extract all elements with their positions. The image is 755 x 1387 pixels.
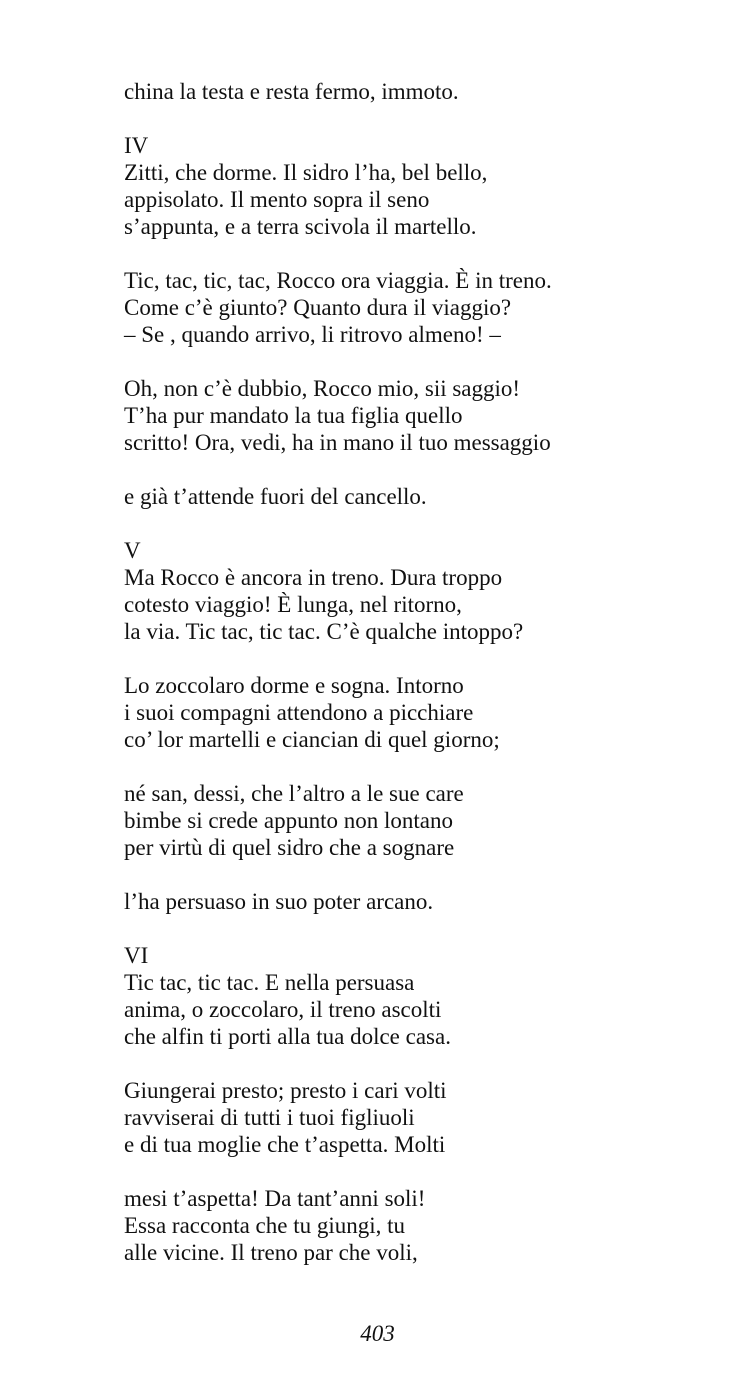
stanza-gap bbox=[124, 1050, 724, 1077]
poem-line: i suoi compagni attendono a picchiare bbox=[124, 700, 474, 725]
poem-line: cotesto viaggio! È lunga, nel ritorno, bbox=[124, 592, 462, 617]
poem-body bbox=[124, 78, 724, 1266]
stanza bbox=[124, 672, 724, 753]
stanza-gap bbox=[124, 753, 724, 780]
poem-line: co’ lor martelli e ciancian di quel giorno; bbox=[124, 727, 500, 752]
poem-line: Essa racconta che tu giungi, tu bbox=[124, 1213, 406, 1238]
poem-line: né san, dessi, che l’altro a le sue care bbox=[124, 781, 464, 806]
poem-line: e già t’attende fuori del cancello. bbox=[124, 484, 427, 509]
page-number: 403 bbox=[360, 1321, 395, 1346]
poem-line: e di tua moglie che t’aspetta. Molti bbox=[124, 1132, 446, 1157]
poem-line: china la testa e resta fermo, immoto. bbox=[124, 79, 459, 104]
stanza bbox=[124, 267, 724, 348]
poem-line: – Se , quando arrivo, li ritrovo almeno! – bbox=[124, 322, 501, 347]
stanza-gap bbox=[124, 861, 724, 888]
poem-line: Tic tac, tic tac. E nella persuasa bbox=[124, 970, 415, 995]
stanza-gap bbox=[124, 915, 724, 942]
stanza-gap bbox=[124, 510, 724, 537]
poem-line: alle vicine. Il treno par che voli, bbox=[124, 1240, 418, 1265]
poem-section bbox=[124, 132, 724, 510]
stanza-gap bbox=[124, 105, 724, 132]
poem-line: anima, o zoccolaro, il treno ascolti bbox=[124, 997, 442, 1022]
stanza-gap bbox=[124, 456, 724, 483]
poem-line: che alfin ti porti alla tua dolce casa. bbox=[124, 1024, 451, 1049]
stanza bbox=[124, 1077, 724, 1158]
stanza bbox=[124, 483, 724, 510]
stanza bbox=[124, 564, 724, 645]
poem-line: scritto! Ora, vedi, ha in mano il tuo messaggio bbox=[124, 430, 551, 455]
poem-line: Tic, tac, tic, tac, Rocco ora viaggia. È in treno. bbox=[124, 268, 552, 293]
poem-line: Oh, non c’è dubbio, Rocco mio, sii saggio! bbox=[124, 376, 521, 401]
poem-line: mesi t’aspetta! Da tant’anni soli! bbox=[124, 1186, 426, 1211]
poem-line: Come c’è giunto? Quanto dura il viaggio? bbox=[124, 295, 512, 320]
stanza bbox=[124, 969, 724, 1050]
section-numeral: VI bbox=[124, 943, 149, 968]
poem-line: la via. Tic tac, tic tac. C’è qualche intoppo? bbox=[124, 619, 524, 644]
poem-line: ravviserai di tutti i tuoi figliuoli bbox=[124, 1105, 415, 1130]
stanza-gap bbox=[124, 1158, 724, 1185]
stanza bbox=[124, 888, 724, 915]
poem-line: Ma Rocco è ancora in treno. Dura troppo bbox=[124, 565, 503, 590]
poem-line: appisolato. Il mento sopra il seno bbox=[124, 187, 430, 212]
section-numeral: V bbox=[124, 538, 141, 563]
poem-line: bimbe si crede appunto non lontano bbox=[124, 808, 453, 833]
stanza-gap bbox=[124, 240, 724, 267]
poem-line: Giungerai presto; presto i cari volti bbox=[124, 1078, 447, 1103]
poem-line: l’ha persuaso in suo poter arcano. bbox=[124, 889, 434, 914]
stanza-gap bbox=[124, 645, 724, 672]
stanza bbox=[124, 375, 724, 456]
poem-line: Lo zoccolaro dorme e sogna. Intorno bbox=[124, 673, 464, 698]
poem-section bbox=[124, 537, 724, 915]
section-numeral: IV bbox=[124, 133, 149, 158]
poem-line: Zitti, che dorme. Il sidro l’ha, bel bello, bbox=[124, 160, 488, 185]
stanza bbox=[124, 1185, 724, 1266]
stanza-gap bbox=[124, 348, 724, 375]
stanza bbox=[124, 780, 724, 861]
stanza bbox=[124, 159, 724, 240]
poem-section bbox=[124, 942, 724, 1266]
poem-line: s’appunta, e a terra scivola il martello. bbox=[124, 214, 477, 239]
poem-line: T’ha pur mandato la tua figlia quello bbox=[124, 403, 463, 428]
poem-line: per virtù di quel sidro che a sognare bbox=[124, 835, 455, 860]
